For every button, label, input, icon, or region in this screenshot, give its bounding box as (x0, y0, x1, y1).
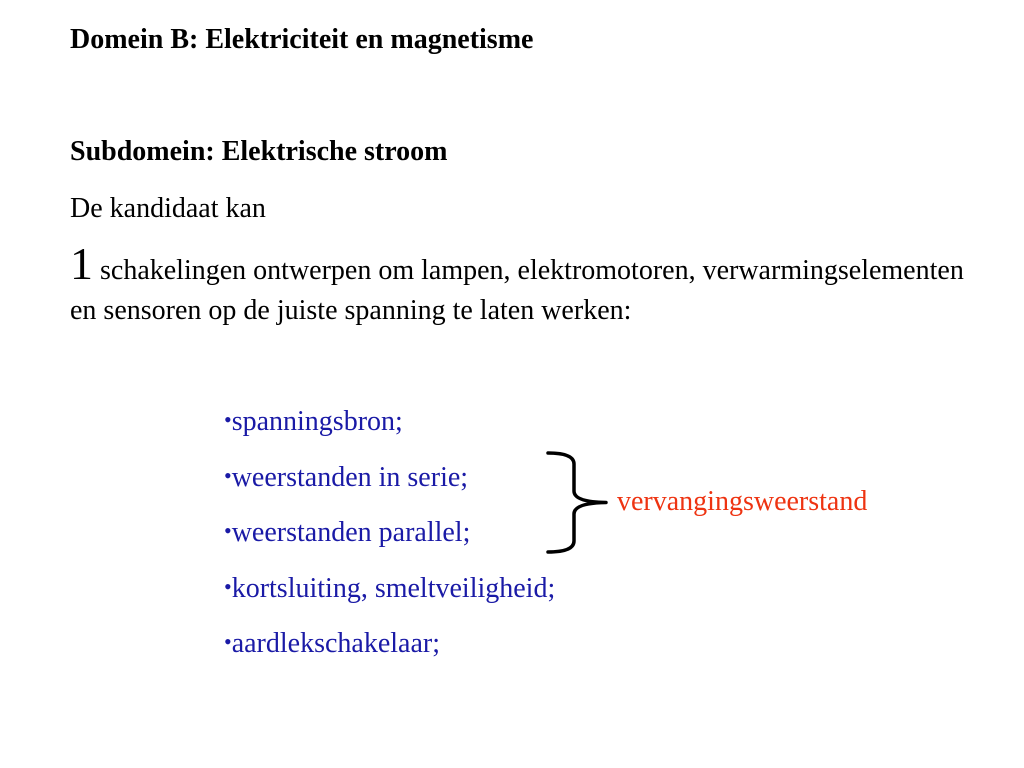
intro-text: De kandidaat kan (70, 193, 266, 224)
bullet-icon: • (224, 462, 232, 488)
bullet-icon: • (224, 573, 232, 599)
list-item (224, 567, 555, 623)
list-item (224, 400, 555, 456)
subdomain-title: Subdomein: Elektrische stroom (70, 136, 448, 167)
objective-text: schakelingen ontwerpen om lampen, elektromotoren, verwarmingselementen en sensoren op de juiste spanning te laten werken: (70, 255, 964, 326)
list-item-text: spanningsbron; (231, 406, 403, 437)
list-item-text: aardlekschakelaar; (231, 628, 441, 659)
topic-list (224, 400, 555, 678)
list-item (224, 456, 555, 512)
bullet-icon: • (224, 629, 232, 654)
bullet-icon: • (224, 518, 232, 543)
list-item (224, 511, 555, 567)
list-item (224, 622, 555, 678)
learning-objective (70, 238, 990, 331)
domain-title: Domein B: Elektriciteit en magnetisme (70, 24, 534, 55)
right-curly-brace-icon (544, 450, 614, 555)
brace-label: vervangingsweerstand (617, 486, 868, 517)
objective-number: 1 (70, 238, 93, 289)
list-item-text: weerstanden in serie; (231, 461, 469, 493)
bullet-icon: • (224, 407, 232, 432)
list-item-text: kortsluiting, smeltveiligheid; (231, 572, 556, 604)
list-item-text: weerstanden parallel; (231, 517, 471, 548)
